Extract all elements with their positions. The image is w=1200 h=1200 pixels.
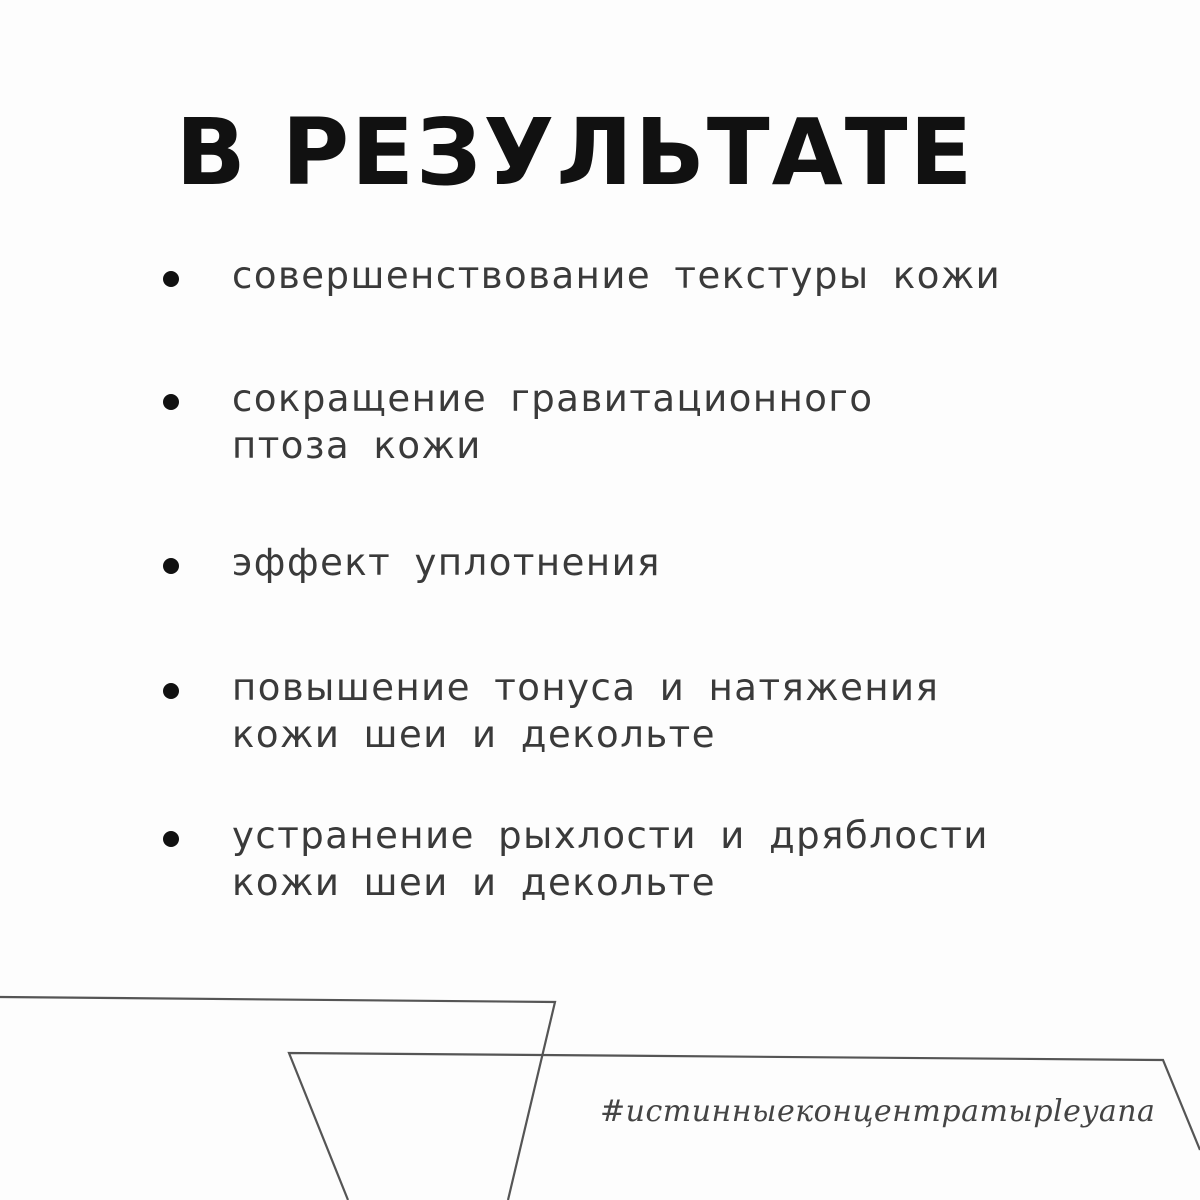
list-item-line: устранение рыхлости и дряблости: [232, 814, 989, 857]
list-item-line: совершенствование текстуры кожи: [232, 254, 1002, 297]
list-item-line: повышение тонуса и натяжения: [232, 666, 940, 709]
list-item-line: кожи шеи и декольте: [232, 861, 716, 904]
hashtag: #истинныеконцентратыpleyana: [600, 1094, 1156, 1129]
list-item-line: птоза кожи: [232, 424, 482, 467]
left-triangle-outline: [0, 997, 555, 1200]
list-item-line: эффект уплотнения: [232, 541, 661, 584]
page-title: В РЕЗУЛЬТАТЕ: [175, 99, 975, 206]
list-item-line: сокращение гравитационного: [232, 377, 874, 420]
list-item-line: кожи шеи и декольте: [232, 713, 716, 756]
